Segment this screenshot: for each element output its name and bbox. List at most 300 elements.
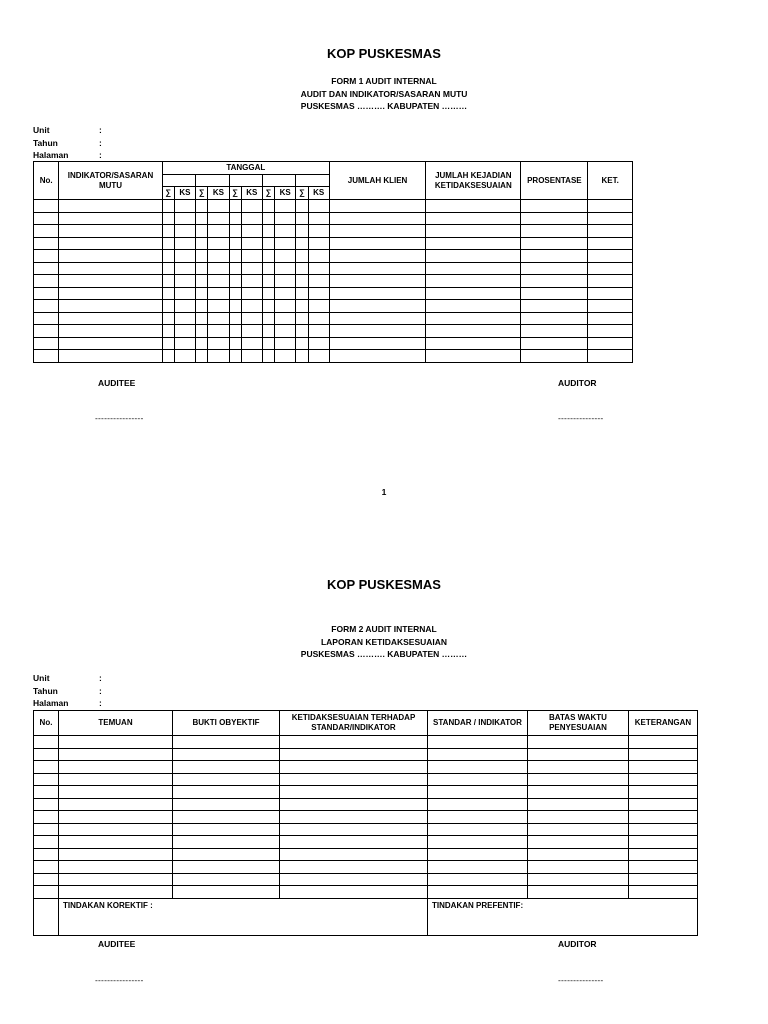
table-cell[interactable] bbox=[229, 287, 241, 300]
table-cell[interactable] bbox=[34, 225, 59, 238]
table-cell[interactable] bbox=[280, 773, 428, 786]
table-cell[interactable] bbox=[162, 200, 174, 213]
table-cell[interactable] bbox=[59, 300, 162, 313]
table-cell[interactable] bbox=[308, 250, 329, 263]
table-cell[interactable] bbox=[329, 200, 425, 213]
table-cell[interactable] bbox=[280, 848, 428, 861]
table-cell[interactable] bbox=[196, 275, 208, 288]
table-cell[interactable] bbox=[528, 823, 629, 836]
table-cell[interactable] bbox=[59, 312, 162, 325]
table-cell[interactable] bbox=[196, 225, 208, 238]
table-cell[interactable] bbox=[59, 287, 162, 300]
table-cell[interactable] bbox=[426, 262, 521, 275]
table-cell[interactable] bbox=[174, 225, 195, 238]
table-cell[interactable] bbox=[588, 212, 633, 225]
table-cell[interactable] bbox=[262, 237, 274, 250]
table-cell[interactable] bbox=[196, 250, 208, 263]
table-cell[interactable] bbox=[426, 275, 521, 288]
table-cell[interactable] bbox=[296, 337, 308, 350]
table-cell[interactable] bbox=[208, 262, 229, 275]
table-cell[interactable] bbox=[59, 848, 173, 861]
table-cell[interactable] bbox=[196, 350, 208, 363]
table-cell[interactable] bbox=[162, 212, 174, 225]
table-cell[interactable] bbox=[280, 798, 428, 811]
table-cell[interactable] bbox=[162, 250, 174, 263]
table-cell[interactable] bbox=[241, 312, 262, 325]
table-cell[interactable] bbox=[280, 736, 428, 749]
table-cell[interactable] bbox=[588, 225, 633, 238]
table-cell[interactable] bbox=[428, 786, 528, 799]
table-cell[interactable] bbox=[588, 337, 633, 350]
table-cell[interactable] bbox=[275, 287, 296, 300]
table-cell[interactable] bbox=[426, 312, 521, 325]
table-cell[interactable] bbox=[329, 225, 425, 238]
table-cell[interactable] bbox=[521, 225, 588, 238]
table-cell[interactable] bbox=[34, 325, 59, 338]
table-cell[interactable] bbox=[34, 237, 59, 250]
table-cell[interactable] bbox=[173, 823, 280, 836]
table-cell[interactable] bbox=[229, 337, 241, 350]
table-cell[interactable] bbox=[426, 200, 521, 213]
table-cell[interactable] bbox=[428, 736, 528, 749]
table-cell[interactable] bbox=[196, 262, 208, 275]
table-cell[interactable] bbox=[329, 250, 425, 263]
table-cell[interactable] bbox=[241, 250, 262, 263]
table-cell[interactable] bbox=[296, 212, 308, 225]
table-cell[interactable] bbox=[262, 287, 274, 300]
table-cell[interactable] bbox=[174, 212, 195, 225]
table-cell[interactable] bbox=[280, 761, 428, 774]
table-cell[interactable] bbox=[426, 300, 521, 313]
table-cell[interactable] bbox=[34, 798, 59, 811]
table-cell[interactable] bbox=[588, 262, 633, 275]
table-cell[interactable] bbox=[196, 237, 208, 250]
table-cell[interactable] bbox=[59, 786, 173, 799]
table-cell[interactable] bbox=[208, 325, 229, 338]
table-cell[interactable] bbox=[241, 287, 262, 300]
table-cell[interactable] bbox=[59, 836, 173, 849]
table-cell[interactable] bbox=[428, 848, 528, 861]
table-cell[interactable] bbox=[229, 225, 241, 238]
table-cell[interactable] bbox=[208, 237, 229, 250]
table-cell[interactable] bbox=[34, 212, 59, 225]
table-cell[interactable] bbox=[528, 773, 629, 786]
table-cell[interactable] bbox=[173, 886, 280, 899]
table-cell[interactable] bbox=[34, 200, 59, 213]
table-cell[interactable] bbox=[308, 300, 329, 313]
table-cell[interactable] bbox=[196, 200, 208, 213]
table-cell[interactable] bbox=[34, 873, 59, 886]
table-cell[interactable] bbox=[528, 786, 629, 799]
table-cell[interactable] bbox=[280, 786, 428, 799]
table-cell[interactable] bbox=[428, 761, 528, 774]
table-cell[interactable] bbox=[174, 275, 195, 288]
table-cell[interactable] bbox=[59, 275, 162, 288]
table-cell[interactable] bbox=[329, 262, 425, 275]
table-cell[interactable] bbox=[528, 761, 629, 774]
table-cell[interactable] bbox=[308, 200, 329, 213]
table-cell[interactable] bbox=[34, 861, 59, 874]
table-cell[interactable] bbox=[308, 287, 329, 300]
table-cell[interactable] bbox=[280, 748, 428, 761]
table-cell[interactable] bbox=[229, 312, 241, 325]
table-cell[interactable] bbox=[426, 325, 521, 338]
table-cell[interactable] bbox=[629, 761, 698, 774]
table-cell[interactable] bbox=[173, 848, 280, 861]
table-cell[interactable] bbox=[173, 736, 280, 749]
table-cell[interactable] bbox=[162, 350, 174, 363]
table-cell[interactable] bbox=[162, 312, 174, 325]
table-cell[interactable] bbox=[162, 325, 174, 338]
table-cell[interactable] bbox=[588, 250, 633, 263]
table-cell[interactable] bbox=[521, 200, 588, 213]
table-cell[interactable] bbox=[262, 350, 274, 363]
table-cell[interactable] bbox=[426, 350, 521, 363]
table-cell[interactable] bbox=[275, 325, 296, 338]
table-cell[interactable] bbox=[262, 300, 274, 313]
table-cell[interactable] bbox=[208, 287, 229, 300]
table-cell[interactable] bbox=[34, 786, 59, 799]
table-cell[interactable] bbox=[174, 312, 195, 325]
table-cell[interactable] bbox=[262, 200, 274, 213]
table-cell[interactable] bbox=[208, 200, 229, 213]
table-cell[interactable] bbox=[229, 237, 241, 250]
table-cell[interactable] bbox=[34, 275, 59, 288]
table-cell[interactable] bbox=[34, 300, 59, 313]
table-cell[interactable] bbox=[588, 287, 633, 300]
table-cell[interactable] bbox=[196, 337, 208, 350]
table-cell[interactable] bbox=[262, 262, 274, 275]
table-cell[interactable] bbox=[296, 237, 308, 250]
table-cell[interactable] bbox=[329, 337, 425, 350]
table-cell[interactable] bbox=[308, 275, 329, 288]
table-cell[interactable] bbox=[588, 237, 633, 250]
table-cell[interactable] bbox=[280, 836, 428, 849]
table-cell[interactable] bbox=[308, 225, 329, 238]
table-cell[interactable] bbox=[629, 836, 698, 849]
table-cell[interactable] bbox=[329, 237, 425, 250]
table-cell[interactable] bbox=[428, 748, 528, 761]
table-cell[interactable] bbox=[308, 312, 329, 325]
table-cell[interactable] bbox=[426, 337, 521, 350]
table-cell[interactable] bbox=[308, 350, 329, 363]
table-cell[interactable] bbox=[521, 300, 588, 313]
table-cell[interactable] bbox=[241, 225, 262, 238]
table-cell[interactable] bbox=[428, 836, 528, 849]
table-cell[interactable] bbox=[229, 325, 241, 338]
table-cell[interactable] bbox=[59, 798, 173, 811]
table-cell[interactable] bbox=[308, 212, 329, 225]
table-cell[interactable] bbox=[262, 275, 274, 288]
table-cell[interactable] bbox=[174, 287, 195, 300]
table-cell[interactable] bbox=[521, 237, 588, 250]
table-cell[interactable] bbox=[241, 262, 262, 275]
table-cell[interactable] bbox=[59, 773, 173, 786]
table-cell[interactable] bbox=[162, 337, 174, 350]
table-cell[interactable] bbox=[241, 237, 262, 250]
table-cell[interactable] bbox=[588, 325, 633, 338]
table-cell[interactable] bbox=[528, 798, 629, 811]
table-cell[interactable] bbox=[174, 250, 195, 263]
table-cell[interactable] bbox=[280, 886, 428, 899]
table-cell[interactable] bbox=[34, 836, 59, 849]
table-cell[interactable] bbox=[262, 250, 274, 263]
table-cell[interactable] bbox=[208, 300, 229, 313]
table-cell[interactable] bbox=[59, 250, 162, 263]
table-cell[interactable] bbox=[521, 350, 588, 363]
table-cell[interactable] bbox=[59, 736, 173, 749]
table-cell[interactable] bbox=[196, 287, 208, 300]
table-cell[interactable] bbox=[174, 337, 195, 350]
table-cell[interactable] bbox=[275, 337, 296, 350]
table-cell[interactable] bbox=[588, 312, 633, 325]
tindakan-prefentif-field[interactable]: TINDAKAN PREFENTIF: bbox=[428, 898, 698, 935]
table-cell[interactable] bbox=[296, 250, 308, 263]
table-cell[interactable] bbox=[629, 886, 698, 899]
table-cell[interactable] bbox=[629, 798, 698, 811]
table-cell[interactable] bbox=[34, 823, 59, 836]
table-cell[interactable] bbox=[59, 225, 162, 238]
table-cell[interactable] bbox=[275, 225, 296, 238]
table-cell[interactable] bbox=[280, 861, 428, 874]
table-cell[interactable] bbox=[629, 873, 698, 886]
table-cell[interactable] bbox=[275, 237, 296, 250]
table-cell[interactable] bbox=[162, 225, 174, 238]
table-cell[interactable] bbox=[59, 861, 173, 874]
table-cell[interactable] bbox=[329, 287, 425, 300]
table-cell[interactable] bbox=[528, 886, 629, 899]
table-cell[interactable] bbox=[173, 773, 280, 786]
table-cell[interactable] bbox=[521, 262, 588, 275]
table-cell[interactable] bbox=[59, 325, 162, 338]
table-cell[interactable] bbox=[588, 275, 633, 288]
table-cell[interactable] bbox=[275, 262, 296, 275]
table-cell[interactable] bbox=[296, 325, 308, 338]
table-cell[interactable] bbox=[208, 250, 229, 263]
table-cell[interactable] bbox=[174, 237, 195, 250]
table-cell[interactable] bbox=[173, 798, 280, 811]
table-cell[interactable] bbox=[241, 200, 262, 213]
table-cell[interactable] bbox=[275, 212, 296, 225]
table-cell[interactable] bbox=[174, 262, 195, 275]
table-cell[interactable] bbox=[229, 200, 241, 213]
table-cell[interactable] bbox=[173, 811, 280, 824]
table-cell[interactable] bbox=[34, 748, 59, 761]
table-cell[interactable] bbox=[208, 275, 229, 288]
table-cell[interactable] bbox=[528, 848, 629, 861]
table-cell[interactable] bbox=[208, 225, 229, 238]
table-cell[interactable] bbox=[59, 811, 173, 824]
tindakan-korektif-field[interactable]: TINDAKAN KOREKTIF : bbox=[59, 898, 428, 935]
table-cell[interactable] bbox=[426, 250, 521, 263]
table-cell[interactable] bbox=[34, 761, 59, 774]
table-cell[interactable] bbox=[528, 748, 629, 761]
table-cell[interactable] bbox=[34, 262, 59, 275]
table-cell[interactable] bbox=[59, 337, 162, 350]
table-cell[interactable] bbox=[629, 773, 698, 786]
table-cell[interactable] bbox=[629, 848, 698, 861]
table-cell[interactable] bbox=[34, 350, 59, 363]
table-cell[interactable] bbox=[262, 325, 274, 338]
table-cell[interactable] bbox=[308, 325, 329, 338]
table-cell[interactable] bbox=[426, 212, 521, 225]
table-cell[interactable] bbox=[229, 275, 241, 288]
table-cell[interactable] bbox=[229, 300, 241, 313]
table-cell[interactable] bbox=[34, 337, 59, 350]
table-cell[interactable] bbox=[262, 212, 274, 225]
table-cell[interactable] bbox=[173, 861, 280, 874]
table-cell[interactable] bbox=[329, 325, 425, 338]
table-cell[interactable] bbox=[59, 200, 162, 213]
table-cell[interactable] bbox=[528, 811, 629, 824]
table-cell[interactable] bbox=[173, 761, 280, 774]
table-cell[interactable] bbox=[162, 275, 174, 288]
table-cell[interactable] bbox=[59, 886, 173, 899]
table-cell[interactable] bbox=[629, 748, 698, 761]
table-cell[interactable] bbox=[308, 337, 329, 350]
table-cell[interactable] bbox=[229, 262, 241, 275]
table-cell[interactable] bbox=[262, 312, 274, 325]
table-cell[interactable] bbox=[428, 886, 528, 899]
table-cell[interactable] bbox=[629, 823, 698, 836]
table-cell[interactable] bbox=[521, 337, 588, 350]
table-cell[interactable] bbox=[629, 861, 698, 874]
table-cell[interactable] bbox=[59, 237, 162, 250]
table-cell[interactable] bbox=[428, 773, 528, 786]
table-cell[interactable] bbox=[229, 212, 241, 225]
table-cell[interactable] bbox=[296, 225, 308, 238]
table-cell[interactable] bbox=[329, 300, 425, 313]
table-cell[interactable] bbox=[174, 200, 195, 213]
table-cell[interactable] bbox=[59, 761, 173, 774]
table-cell[interactable] bbox=[521, 325, 588, 338]
table-cell[interactable] bbox=[426, 287, 521, 300]
table-cell[interactable] bbox=[34, 773, 59, 786]
table-cell[interactable] bbox=[173, 836, 280, 849]
table-cell[interactable] bbox=[34, 811, 59, 824]
table-cell[interactable] bbox=[275, 275, 296, 288]
table-cell[interactable] bbox=[521, 287, 588, 300]
table-cell[interactable] bbox=[174, 325, 195, 338]
table-cell[interactable] bbox=[34, 250, 59, 263]
table-cell[interactable] bbox=[59, 873, 173, 886]
table-cell[interactable] bbox=[280, 823, 428, 836]
table-cell[interactable] bbox=[196, 300, 208, 313]
table-cell[interactable] bbox=[280, 811, 428, 824]
table-cell[interactable] bbox=[229, 250, 241, 263]
table-cell[interactable] bbox=[275, 312, 296, 325]
table-cell[interactable] bbox=[59, 262, 162, 275]
table-cell[interactable] bbox=[275, 350, 296, 363]
table-cell[interactable] bbox=[588, 300, 633, 313]
table-cell[interactable] bbox=[296, 200, 308, 213]
table-cell[interactable] bbox=[528, 873, 629, 886]
table-cell[interactable] bbox=[296, 287, 308, 300]
table-cell[interactable] bbox=[629, 811, 698, 824]
table-cell[interactable] bbox=[521, 212, 588, 225]
table-cell[interactable] bbox=[262, 225, 274, 238]
table-cell[interactable] bbox=[162, 262, 174, 275]
table-cell[interactable] bbox=[59, 823, 173, 836]
table-cell[interactable] bbox=[428, 873, 528, 886]
table-cell[interactable] bbox=[34, 886, 59, 899]
table-cell[interactable] bbox=[521, 250, 588, 263]
table-cell[interactable] bbox=[329, 275, 425, 288]
table-cell[interactable] bbox=[34, 312, 59, 325]
table-cell[interactable] bbox=[241, 300, 262, 313]
table-cell[interactable] bbox=[174, 300, 195, 313]
table-cell[interactable] bbox=[296, 275, 308, 288]
table-cell[interactable] bbox=[196, 312, 208, 325]
table-cell[interactable] bbox=[196, 325, 208, 338]
table-cell[interactable] bbox=[428, 823, 528, 836]
table-cell[interactable] bbox=[296, 312, 308, 325]
table-cell[interactable] bbox=[428, 811, 528, 824]
table-cell[interactable] bbox=[521, 275, 588, 288]
table-cell[interactable] bbox=[162, 300, 174, 313]
table-cell[interactable] bbox=[173, 873, 280, 886]
table-cell[interactable] bbox=[275, 200, 296, 213]
table-cell[interactable] bbox=[588, 200, 633, 213]
table-cell[interactable] bbox=[588, 350, 633, 363]
table-cell[interactable] bbox=[528, 836, 629, 849]
table-cell[interactable] bbox=[208, 337, 229, 350]
table-cell[interactable] bbox=[173, 748, 280, 761]
table-cell[interactable] bbox=[296, 262, 308, 275]
table-cell[interactable] bbox=[241, 325, 262, 338]
table-cell[interactable] bbox=[308, 237, 329, 250]
table-cell[interactable] bbox=[521, 312, 588, 325]
table-cell[interactable] bbox=[629, 736, 698, 749]
table-cell[interactable] bbox=[280, 873, 428, 886]
table-cell[interactable] bbox=[629, 786, 698, 799]
table-cell[interactable] bbox=[174, 350, 195, 363]
table-cell[interactable] bbox=[329, 312, 425, 325]
table-cell[interactable] bbox=[428, 798, 528, 811]
table-cell[interactable] bbox=[296, 300, 308, 313]
table-cell[interactable] bbox=[162, 287, 174, 300]
table-cell[interactable] bbox=[59, 748, 173, 761]
table-cell[interactable] bbox=[275, 250, 296, 263]
table-cell[interactable] bbox=[208, 212, 229, 225]
table-cell[interactable] bbox=[162, 237, 174, 250]
table-cell[interactable] bbox=[34, 287, 59, 300]
table-cell[interactable] bbox=[241, 337, 262, 350]
table-cell[interactable] bbox=[196, 212, 208, 225]
table-cell[interactable] bbox=[208, 350, 229, 363]
table-cell[interactable] bbox=[59, 350, 162, 363]
table-cell[interactable] bbox=[528, 736, 629, 749]
table-cell[interactable] bbox=[426, 225, 521, 238]
table-cell[interactable] bbox=[241, 275, 262, 288]
table-cell[interactable] bbox=[275, 300, 296, 313]
table-cell[interactable] bbox=[329, 350, 425, 363]
table-cell[interactable] bbox=[329, 212, 425, 225]
table-cell[interactable] bbox=[34, 848, 59, 861]
table-cell[interactable] bbox=[426, 237, 521, 250]
table-cell[interactable] bbox=[241, 212, 262, 225]
table-cell[interactable] bbox=[296, 350, 308, 363]
table-cell[interactable] bbox=[308, 262, 329, 275]
table-cell[interactable] bbox=[262, 337, 274, 350]
table-cell[interactable] bbox=[428, 861, 528, 874]
table-cell[interactable] bbox=[173, 786, 280, 799]
table-cell[interactable] bbox=[229, 350, 241, 363]
table-cell[interactable] bbox=[59, 212, 162, 225]
table-cell[interactable] bbox=[528, 861, 629, 874]
table-cell[interactable] bbox=[241, 350, 262, 363]
table-cell[interactable] bbox=[34, 736, 59, 749]
